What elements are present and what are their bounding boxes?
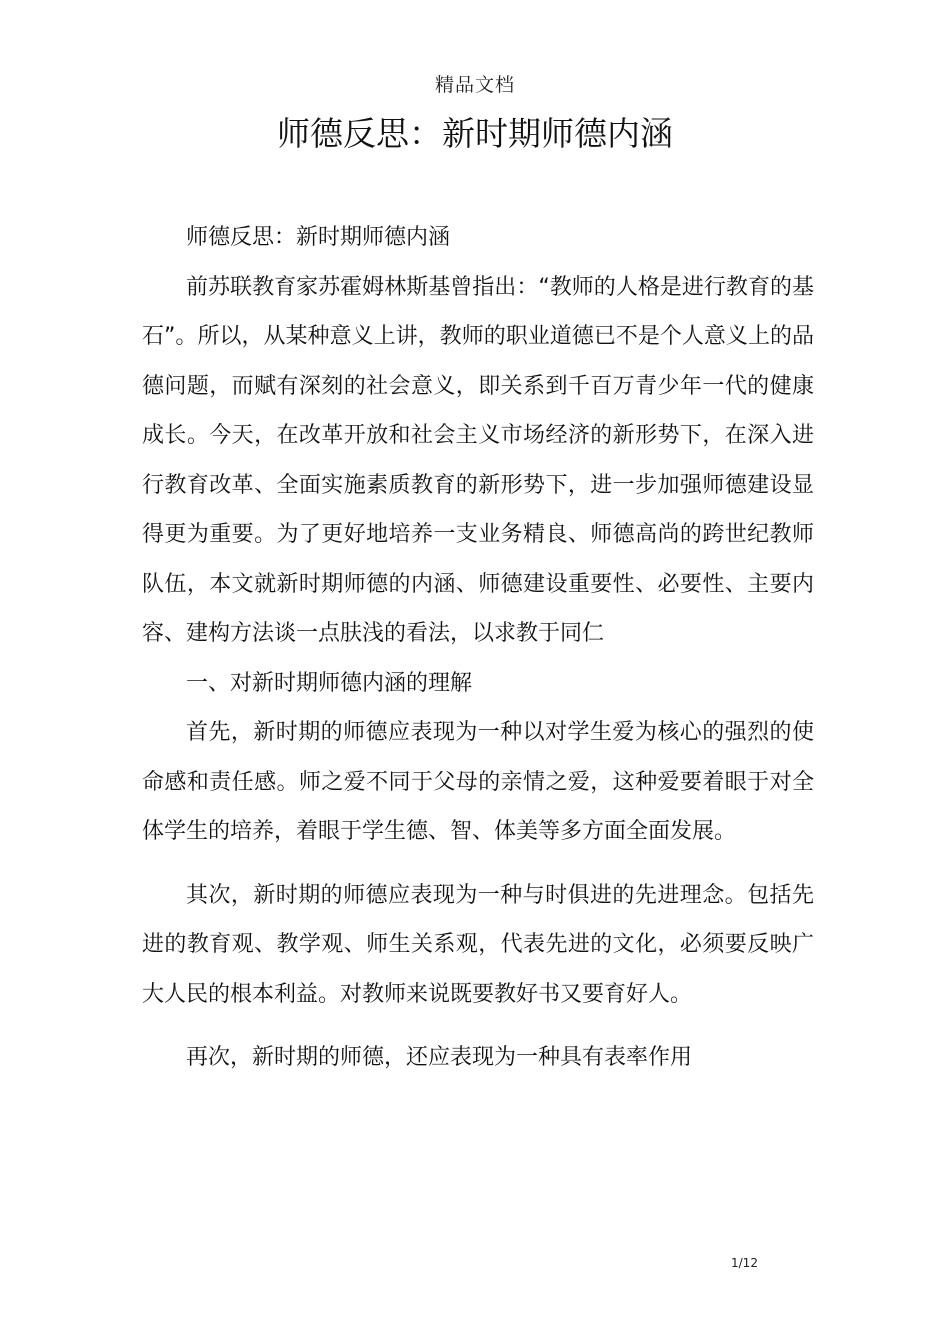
page-number: 1/12 — [731, 1256, 758, 1270]
document-body — [142, 213, 814, 1083]
paragraph-second: 其次，新时期的师德应表现为一种与时俱进的先进理念。包括先进的教育观、教学观、师生关系观，代表先进的文化，必须要反映广大人民的根本利益。对教师来说既要教好书又要育好人。 — [142, 882, 814, 1007]
document-title: 师德反思：新时期师德内涵 — [277, 114, 673, 153]
paragraph-third: 再次，新时期的师德，还应表现为一种具有表率作用 — [186, 1045, 693, 1070]
paragraph-subtitle: 师德反思：新时期师德内涵 — [186, 225, 451, 250]
section-heading: 一、对新时期师德内涵的理解 — [186, 670, 473, 696]
page-header: 精品文档 — [434, 74, 515, 96]
paragraph-first: 首先，新时期的师德应表现为一种以对学生爱为核心的强烈的使命感和责任感。师之爱不同于父母的亲情之爱，这种爱要着眼于对全体学生的培养，着眼于学生德、智、体美等多方面全面发展。 — [142, 720, 814, 844]
paragraph-intro: 前苏联教育家苏霍姆林斯基曾指出：“教师的人格是进行教育的基石”。所以，从某种意义上讲，教师的职业道德已不是个人意义上的品德问题，而赋有深刻的社会意义，即关系到千百万青少年一代的健康成长。今天，在改革开放和社会主义市场经济的新形势下，在深入进行教育改革、全面实施素质教育的新形势下，进一步加强师德建设显得更为重要。为了更好地培养一支业务精良、师德高尚的跨世纪教师队伍，本文就新时期师德的内涵、师德建设重要性、必要性、主要内容、建构方法谈一点肤浅的看法，以求教于同仁 — [142, 274, 814, 646]
